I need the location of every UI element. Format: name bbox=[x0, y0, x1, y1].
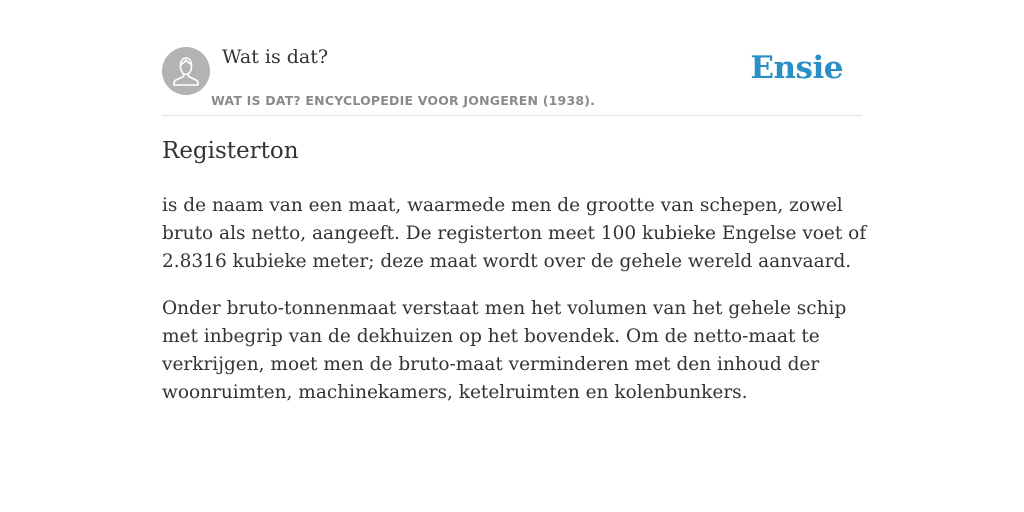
ensie-logo-link[interactable]: Ensie bbox=[750, 50, 843, 86]
entry-header bbox=[162, 40, 862, 116]
entry-content bbox=[162, 192, 872, 426]
source-subtitle: WAT IS DAT? ENCYCLOPEDIE VOOR JONGEREN (1938). bbox=[211, 93, 596, 108]
user-silhouette-icon bbox=[162, 47, 210, 95]
avatar[interactable] bbox=[162, 47, 210, 95]
source-title-link[interactable]: Wat is dat? bbox=[222, 46, 329, 68]
entry-paragraph: is de naam van een maat, waarmede men de grootte van schepen, zowel bruto als netto, aangeeft. De registerton meet 100 kubieke Engelse voet of 2.8316 kubieke meter; deze maat wordt over de gehele wereld aanvaard. bbox=[162, 195, 867, 272]
entry-paragraph: Onder bruto-tonnenmaat verstaat men het volumen van het gehele schip met inbegrip van de dekhuizen op het bovendek. Om de netto-maat te verkrijgen, moet men de bruto-maat verminderen met den inhoud der woonruimten, machinekamers, ketelruimten en kolenbunkers. bbox=[162, 298, 847, 403]
entry-title: Registerton bbox=[162, 138, 299, 164]
